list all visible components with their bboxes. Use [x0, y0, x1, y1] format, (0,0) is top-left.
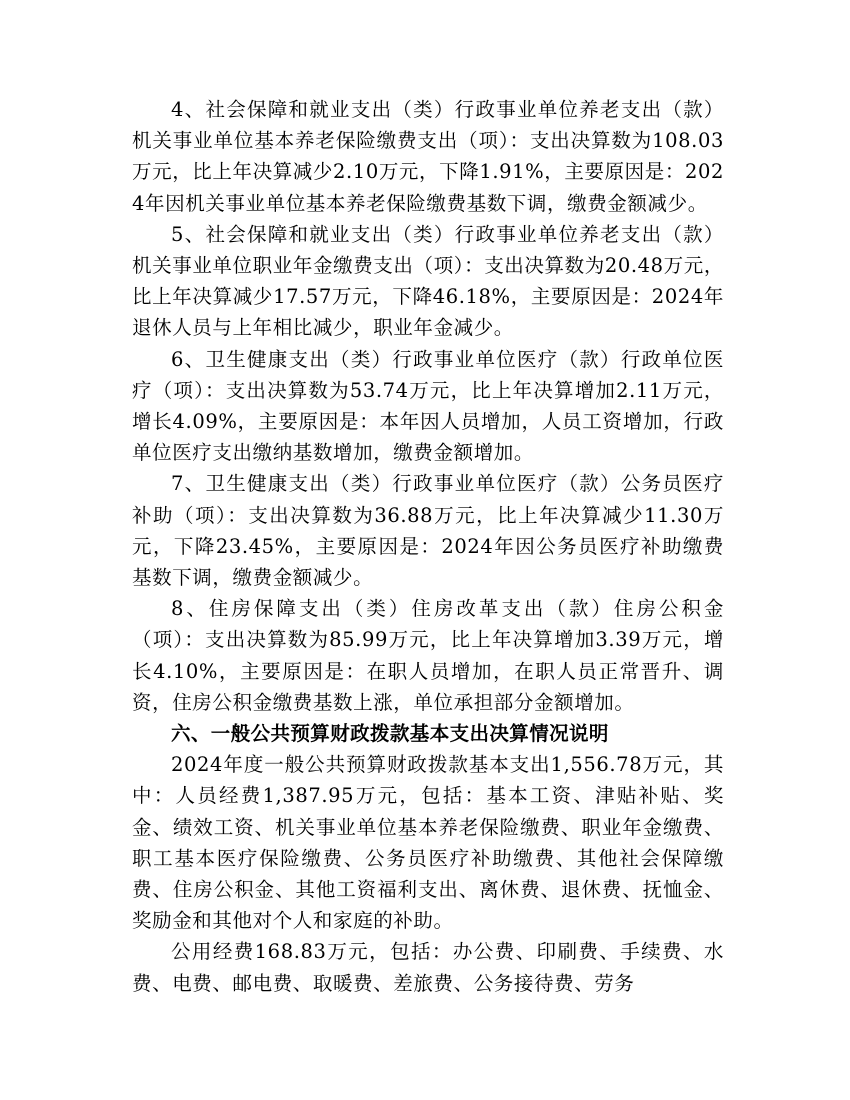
paragraph-item-7: 7、卫生健康支出（类）行政事业单位医疗（款）公务员医疗补助（项）：支出决算数为36.88万元，比上年决算减少11.30万元，下降23.45%，主要原因是：2024年因公务员医疗补助缴费基数下调，缴费金额减少。 [132, 472, 724, 590]
paragraph-item-6: 6、卫生健康支出（类）行政事业单位医疗（款）行政单位医疗（项）：支出决算数为53.74万元，比上年决算增加2.11万元，增长4.09%，主要原因是：本年因人员增加，人员工资增加，行政单位医疗支出缴纳基数增加，缴费金额增加。 [132, 347, 724, 465]
paragraph-item-8: 8、住房保障支出（类）住房改革支出（款）住房公积金（项）：支出决算数为85.99万元，比上年决算增加3.39万元，增长4.10%，主要原因是：在职人员增加，在职人员正常晋升、调资，住房公积金缴费基数上涨，单位承担部分金额增加。 [132, 597, 724, 714]
section-paragraph-public-expenses: 公用经费168.83万元，包括：办公费、印刷费、手续费、水费、电费、邮电费、取暖费、差旅费、公务接待费、劳务 [132, 940, 724, 995]
paragraph-item-5: 5、社会保障和就业支出（类）行政事业单位养老支出（款）机关事业单位职业年金缴费支出（项）：支出决算数为20.48万元，比上年决算减少17.57万元，下降46.18%，主要原因是：2024年退休人员与上年相比减少，职业年金减少。 [132, 222, 724, 340]
paragraph-item-4: 4、社会保障和就业支出（类）行政事业单位养老支出（款）机关事业单位基本养老保险缴费支出（项）：支出决算数为108.03万元，比上年决算减少2.10万元，下降1.91%，主要原因是：2024年因机关事业单位基本养老保险缴费基数下调，缴费金额减少。 [132, 98, 724, 215]
section-paragraph-personnel-expenses: 2024年度一般公共预算财政拨款基本支出1,556.78万元，其中：人员经费1,387.95万元，包括：基本工资、津贴补贴、奖金、绩效工资、机关事业单位基本养老保险缴费、职业年金缴费、职工基本医疗保险缴费、公务员医疗补助缴费、其他社会保障缴费、住房公积金、其他工资福利支出、离休费、退休费、抚恤金、奖励金和其他对个人和家庭的补助。 [132, 753, 724, 933]
section-heading: 六、一般公共预算财政拨款基本支出决算情况说明 [171, 722, 609, 746]
document-page [132, 94, 724, 999]
